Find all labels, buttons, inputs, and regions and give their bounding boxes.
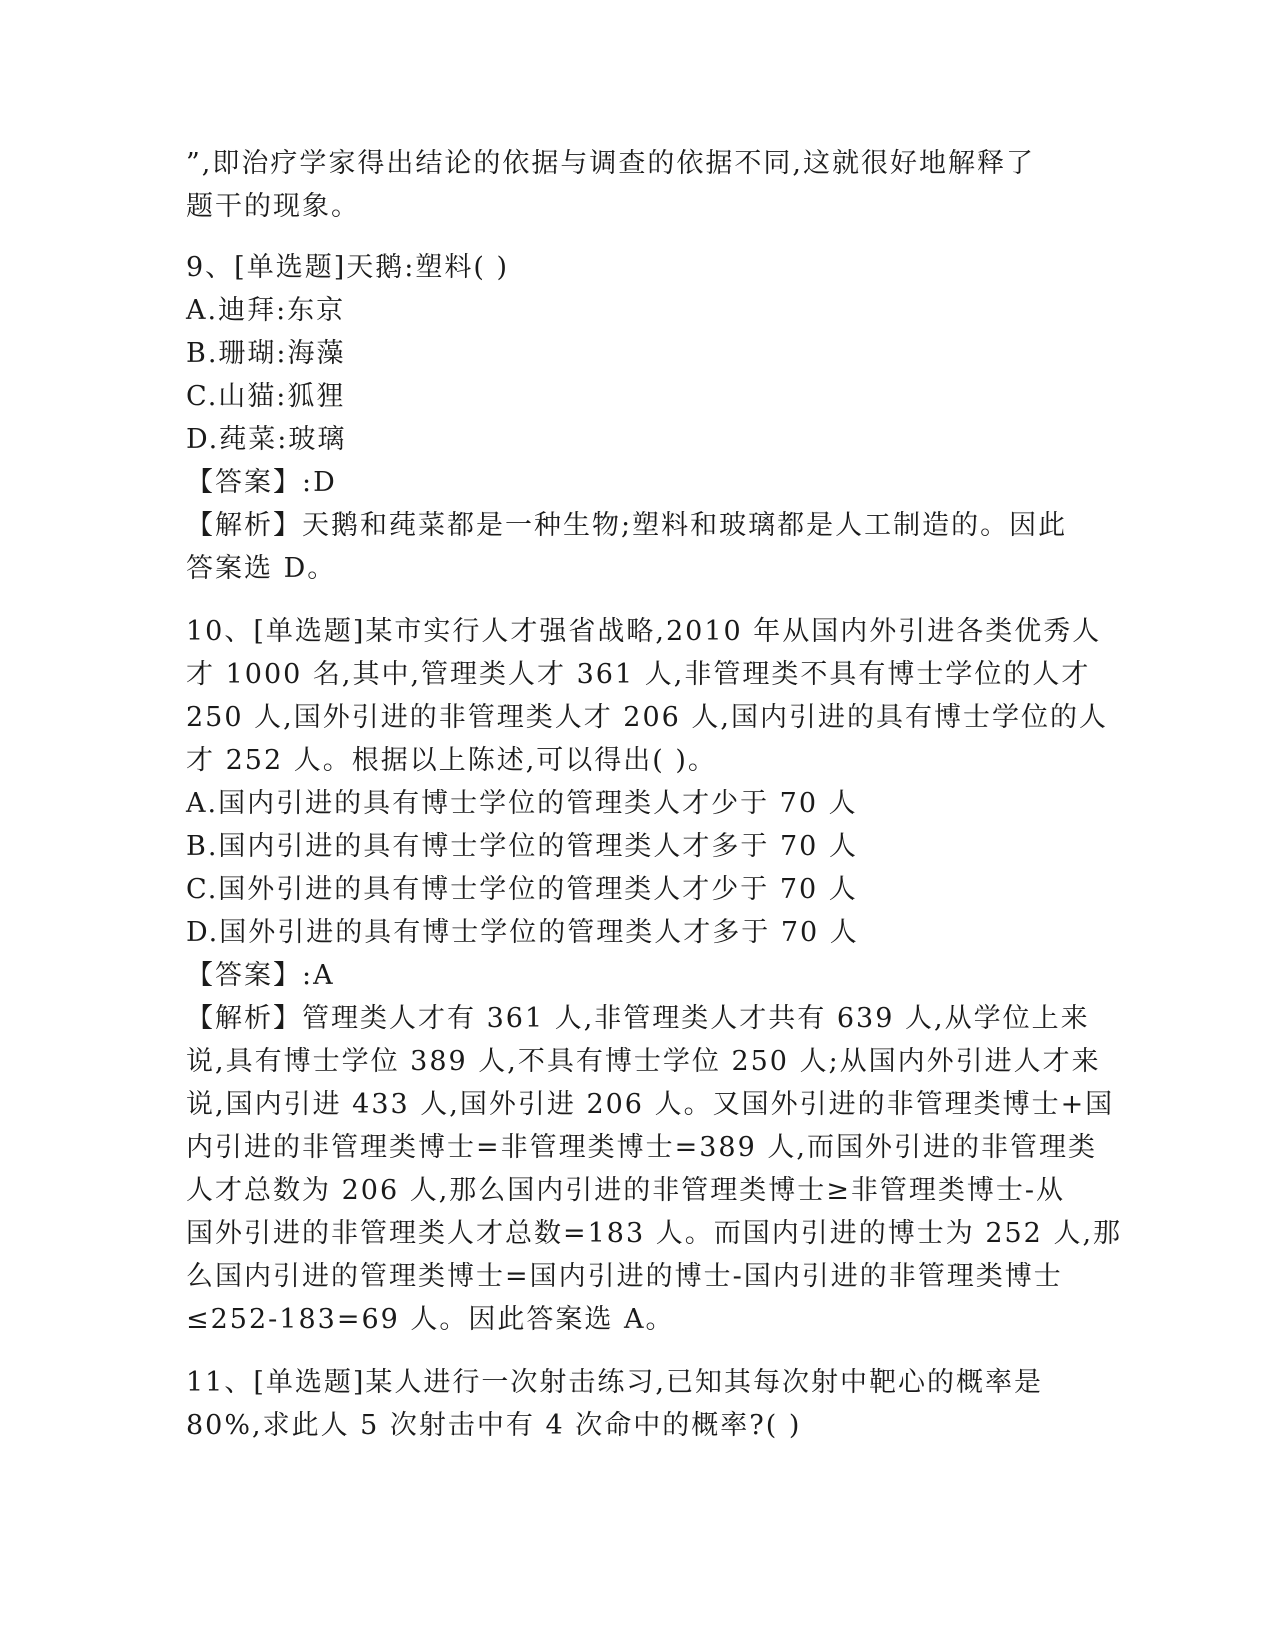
analysis-line: 么国内引进的管理类博士=国内引进的博士-国内引进的非管理类博士 xyxy=(186,1261,1063,1292)
option-b: B.珊瑚:海藻 xyxy=(186,338,346,369)
analysis-line: 【解析】管理类人才有 361 人,非管理类人才共有 639 人,从学位上来 xyxy=(186,1003,1090,1034)
analysis-line: 说,国内引进 433 人,国外引进 206 人。又国外引进的非管理类博士+国 xyxy=(186,1089,1115,1120)
question-stem: 才 252 人。根据以上陈述,可以得出( )。 xyxy=(186,745,717,776)
question-10 xyxy=(186,610,1123,1341)
analysis-line: 内引进的非管理类博士=非管理类博士=389 人,而国外引进的非管理类 xyxy=(186,1132,1097,1163)
question-stem: 10、[单选题]某市实行人才强省战略,2010 年从国内外引进各类优秀人 xyxy=(186,616,1102,647)
previous-analysis-continuation xyxy=(186,142,1086,228)
question-stem: 9、[单选题]天鹅:塑料( ) xyxy=(186,252,509,283)
question-9 xyxy=(186,246,1086,590)
option-c: C.山猫:狐狸 xyxy=(186,381,346,412)
option-a: A.国内引进的具有博士学位的管理类人才少于 70 人 xyxy=(186,788,858,819)
analysis-line: ≤252-183=69 人。因此答案选 A。 xyxy=(186,1304,675,1335)
text-line: 题干的现象。 xyxy=(186,191,360,222)
question-stem: 才 1000 名,其中,管理类人才 361 人,非管理类不具有博士学位的人才 xyxy=(186,659,1091,690)
analysis-line: 答案选 D。 xyxy=(186,553,337,584)
analysis-line: 【解析】天鹅和莼菜都是一种生物;塑料和玻璃都是人工制造的。因此 xyxy=(186,510,1068,541)
option-a: A.迪拜:东京 xyxy=(186,295,346,326)
analysis-line: 人才总数为 206 人,那么国内引进的非管理类博士≥非管理类博士-从 xyxy=(186,1175,1066,1206)
answer: 【答案】:A xyxy=(186,960,335,991)
question-stem: 250 人,国外引进的非管理类人才 206 人,国内引进的具有博士学位的人 xyxy=(186,702,1108,733)
option-c: C.国外引进的具有博士学位的管理类人才少于 70 人 xyxy=(186,874,858,905)
answer: 【答案】:D xyxy=(186,467,337,498)
option-d: D.莼菜:玻璃 xyxy=(186,424,347,455)
text-line: ”,即治疗学家得出结论的依据与调查的依据不同,这就很好地解释了 xyxy=(186,148,1035,179)
document-page xyxy=(186,142,1123,1467)
question-stem: 11、[单选题]某人进行一次射击练习,已知其每次射中靶心的概率是 xyxy=(186,1367,1044,1398)
option-d: D.国外引进的具有博士学位的管理类人才多于 70 人 xyxy=(186,917,859,948)
analysis-line: 国外引进的非管理类人才总数=183 人。而国内引进的博士为 252 人,那 xyxy=(186,1218,1123,1249)
option-b: B.国内引进的具有博士学位的管理类人才多于 70 人 xyxy=(186,831,858,862)
question-stem: 80%,求此人 5 次射击中有 4 次命中的概率?( ) xyxy=(186,1410,802,1441)
analysis-line: 说,具有博士学位 389 人,不具有博士学位 250 人;从国内外引进人才来 xyxy=(186,1046,1101,1077)
question-11 xyxy=(186,1361,1086,1447)
